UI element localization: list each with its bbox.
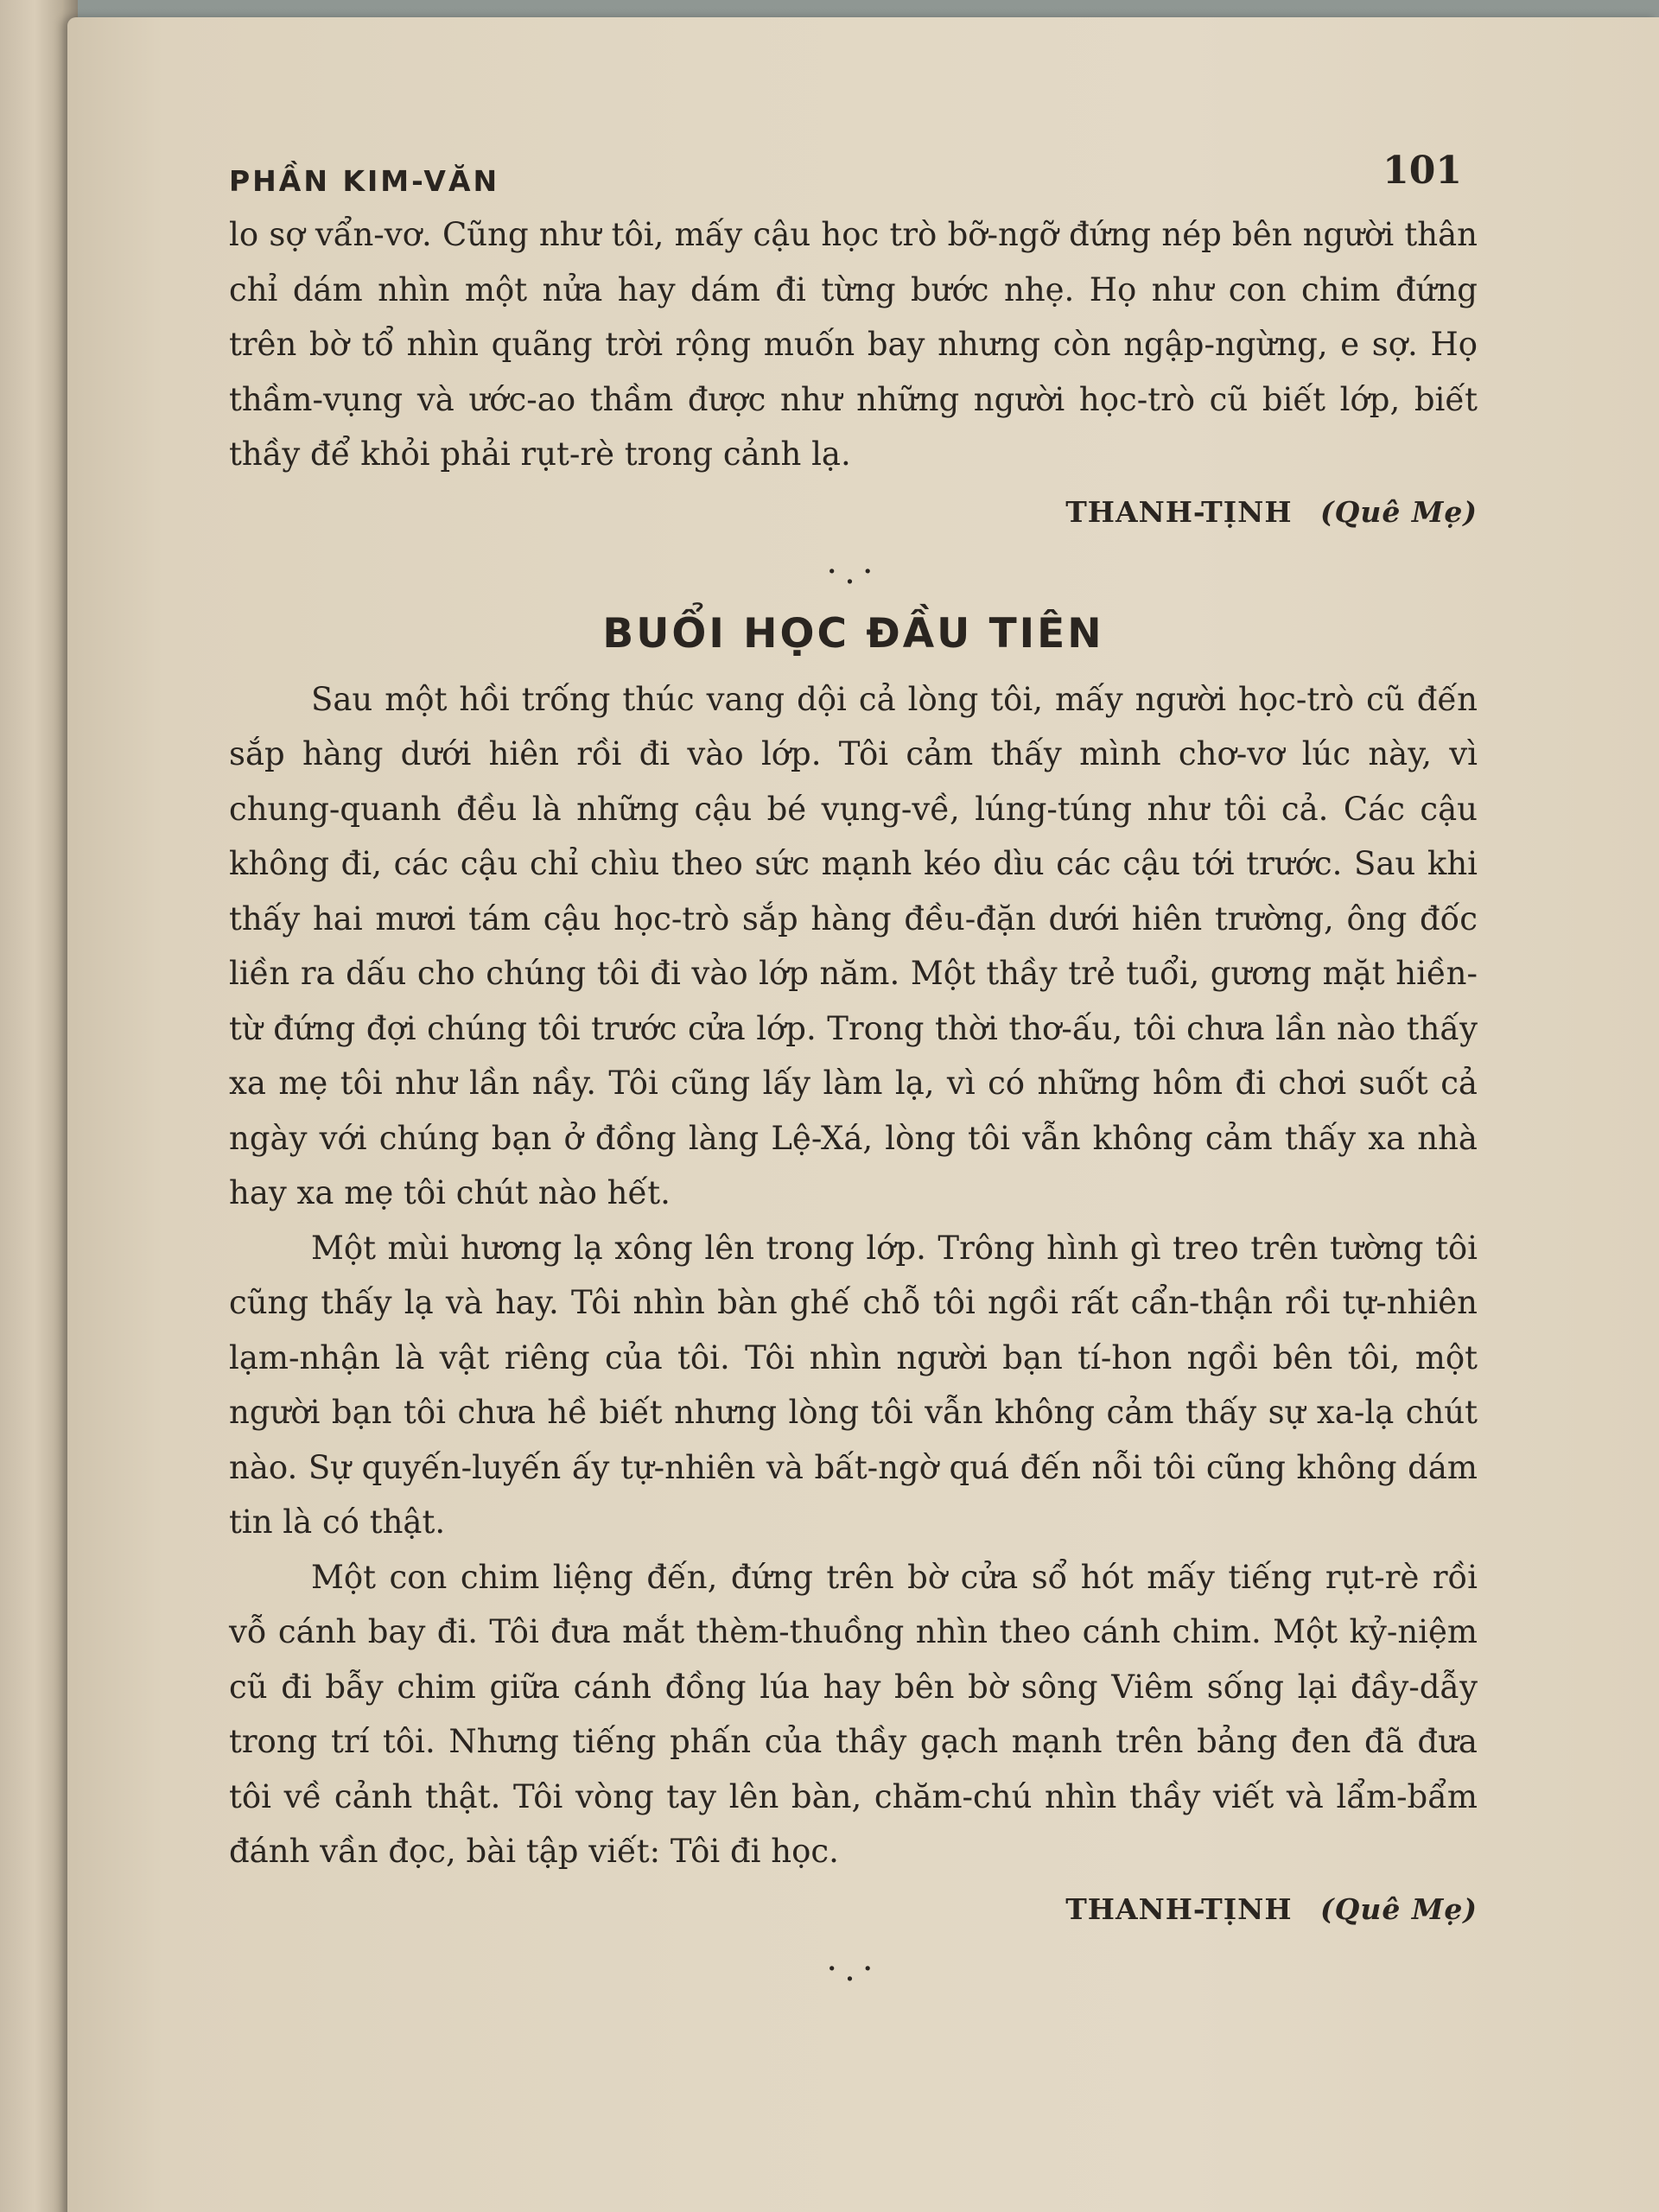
section-author: THANH-TỊNH: [1065, 1891, 1293, 1926]
running-title: PHẦN KIM-VĂN: [229, 164, 500, 198]
section-paragraph-2: Một mùi hương lạ xông lên trong lớp. Trông hình gì treo trên tường tôi cũng thấy lạ và hay. Tôi nhìn bàn ghế chỗ tôi ngồi rất cẩn-thận rồi tự-nhiên lạm-nhận là vật riêng của tôi. Tôi nhìn người bạn tí-hon ngồi bên tôi, một người bạn tôi chưa hề biết nhưng lòng tôi vẫn không cảm thấy sự xa-lạ chút nào. Sự quyến-luyến ấy tự-nhiên và bất-ngờ quá đến nỗi tôi cũng không dám tin là có thật.: [229, 1229, 1478, 1541]
section-paragraph-3: Một con chim liệng đến, đứng trên bờ cửa sổ hót mấy tiếng rụt-rè rồi vỗ cánh bay đi. Tôi đưa mắt thèm-thuồng nhìn theo cánh chim. Một kỷ-niệm cũ đi bẫy chim giữa cánh đồng lúa hay bên bờ sông Viêm sống lại đầy-dẫy trong trí tôi. Nhưng tiếng phấn của thầy gạch mạnh trên bảng đen đã đưa tôi về cảnh thật. Tôi vòng tay lên bàn, chăm-chú nhìn thầy viết và lẩm-bẩm đánh vần đọc, bài tập viết: Tôi đi học.: [229, 1558, 1478, 1870]
section-paragraph-1: Sau một hồi trống thúc vang dội cả lòng tôi, mấy người học-trò cũ đến sắp hàng dưới hiên rồi đi vào lớp. Tôi cảm thấy mình chơ-vơ lúc này, vì chung-quanh đều là những cậu bé vụng-về, lúng-túng như tôi cả. Các cậu không đi, các cậu chỉ chìu theo sức mạnh kéo dìu các cậu tới trước. Sau khi thấy hai mươi tám cậu học-trò sắp hàng đều-đặn dưới hiên trường, ông đốc liền ra dấu cho chúng tôi đi vào lớp năm. Một thầy trẻ tuổi, gương mặt hiền-từ đứng đợi chúng tôi trước cửa lớp. Trong thời thơ-ấu, tôi chưa lần nào thấy xa mẹ tôi như lần nầy. Tôi cũng lấy làm lạ, vì có những hôm đi chơi suốt cả ngày với chúng bạn ở đồng làng Lệ-Xá, lòng tôi vẫn không cảm thấy xa nhà hay xa mẹ tôi chút nào hết.: [229, 680, 1478, 1211]
excerpt-byline: [229, 482, 1478, 543]
section-separator: ·.·: [826, 551, 880, 592]
excerpt-source: (Quê Mẹ): [1320, 494, 1478, 529]
left-page-edge: [0, 0, 78, 2212]
section-byline: [229, 1879, 1478, 1940]
excerpt-author: THANH-TỊNH: [1065, 494, 1293, 529]
page-number: 101: [1382, 149, 1462, 193]
section-source: (Quê Mẹ): [1320, 1891, 1478, 1926]
section-title: BUỔI HỌC ĐẦU TIÊN: [602, 609, 1104, 658]
excerpt-end-paragraph: lo sợ vẩn-vơ. Cũng như tôi, mấy cậu học trò bỡ-ngỡ đứng nép bên người thân chỉ dám nhìn một nửa hay dám đi từng bước nhẹ. Họ như con chim đứng trên bờ tổ nhìn quãng trời rộng muốn bay nhưng còn ngập-ngừng, e sợ. Họ thầm-vụng và ước-ao thầm được như những người học-trò cũ biết lớp, biết thầy để khỏi phải rụt-rè trong cảnh lạ.: [229, 216, 1478, 473]
page-content: [229, 138, 1478, 1999]
end-separator: ·.·: [826, 1948, 880, 1989]
running-head: [229, 138, 1478, 207]
